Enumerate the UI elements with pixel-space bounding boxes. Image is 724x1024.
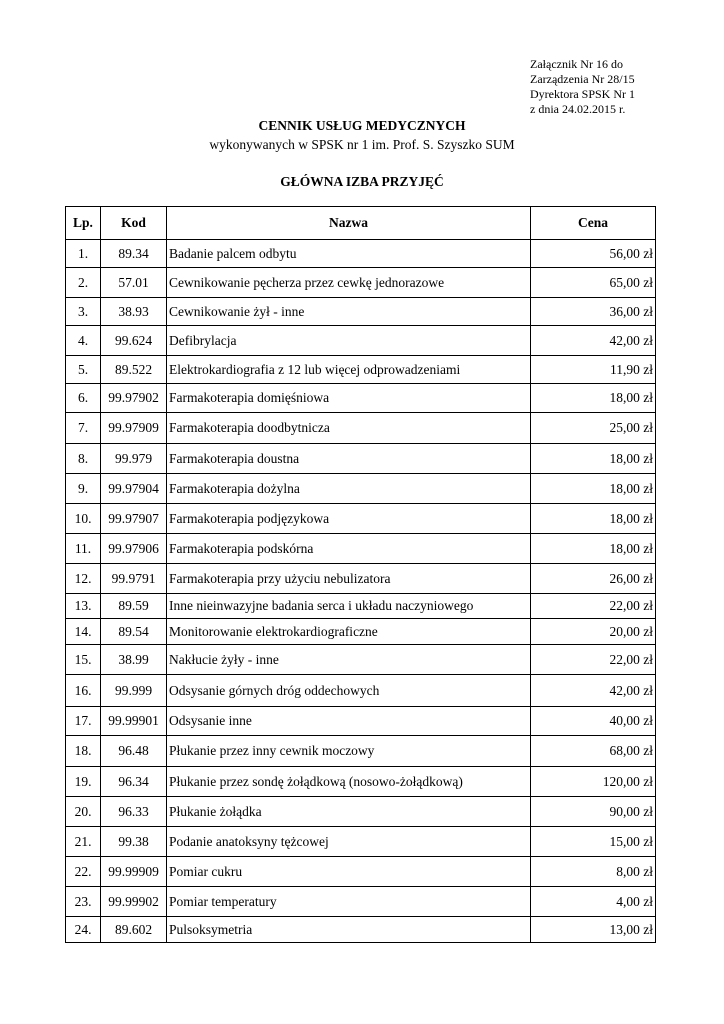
cell-cena: 8,00 zł (531, 857, 656, 887)
cell-cena: 4,00 zł (531, 887, 656, 917)
cell-nazwa: Defibrylacja (167, 326, 531, 356)
table-row (66, 413, 656, 444)
document-title: CENNIK USŁUG MEDYCZNYCH (258, 118, 466, 133)
cell-kod: 57.01 (101, 268, 167, 298)
table-row (66, 857, 656, 887)
cell-cena: 18,00 zł (531, 444, 656, 474)
cell-lp: 2. (66, 268, 101, 298)
cell-lp: 24. (66, 917, 101, 943)
cell-lp: 9. (66, 474, 101, 504)
table-row (66, 504, 656, 534)
cell-nazwa: Nakłucie żyły - inne (167, 645, 531, 675)
cell-lp: 21. (66, 827, 101, 857)
table-row (66, 645, 656, 675)
cell-nazwa: Inne nieinwazyjne badania serca i układu naczyniowego (167, 594, 531, 619)
cell-kod: 38.99 (101, 645, 167, 675)
cell-lp: 7. (66, 413, 101, 444)
cell-nazwa: Farmakoterapia podjęzykowa (167, 504, 531, 534)
cell-cena: 13,00 zł (531, 917, 656, 943)
cell-kod: 99.624 (101, 326, 167, 356)
table-header-row (66, 207, 656, 240)
cell-lp: 17. (66, 707, 101, 736)
cell-nazwa: Płukanie przez sondę żołądkową (nosowo-żołądkową) (167, 767, 531, 797)
cell-cena: 18,00 zł (531, 534, 656, 564)
cell-kod: 99.97907 (101, 504, 167, 534)
annex-line-4: z dnia 24.02.2015 r. (530, 102, 626, 116)
cell-kod: 99.99902 (101, 887, 167, 917)
cell-kod: 99.979 (101, 444, 167, 474)
document-subtitle: wykonywanych w SPSK nr 1 im. Prof. S. Szyszko SUM (209, 137, 515, 152)
cell-cena: 18,00 zł (531, 384, 656, 413)
section-heading: GŁÓWNA IZBA PRZYJĘĆ (280, 174, 444, 189)
table-row (66, 268, 656, 298)
cell-kod: 38.93 (101, 298, 167, 326)
table-row (66, 564, 656, 594)
table-row (66, 474, 656, 504)
cell-lp: 18. (66, 736, 101, 767)
cell-kod: 99.38 (101, 827, 167, 857)
cell-cena: 36,00 zł (531, 298, 656, 326)
cell-kod: 96.48 (101, 736, 167, 767)
cell-lp: 14. (66, 619, 101, 645)
table-row (66, 619, 656, 645)
cell-lp: 11. (66, 534, 101, 564)
cell-kod: 89.522 (101, 356, 167, 384)
cell-kod: 99.999 (101, 675, 167, 707)
cell-nazwa: Płukanie przez inny cewnik moczowy (167, 736, 531, 767)
cell-cena: 18,00 zł (531, 474, 656, 504)
cell-cena: 22,00 zł (531, 594, 656, 619)
cell-cena: 68,00 zł (531, 736, 656, 767)
cell-kod: 89.54 (101, 619, 167, 645)
table-row (66, 767, 656, 797)
cell-cena: 42,00 zł (531, 326, 656, 356)
table-row (66, 736, 656, 767)
table-row (66, 326, 656, 356)
header-kod: Kod (101, 207, 167, 240)
price-table (65, 206, 656, 943)
cell-nazwa: Odsysanie inne (167, 707, 531, 736)
cell-cena: 20,00 zł (531, 619, 656, 645)
cell-lp: 12. (66, 564, 101, 594)
cell-lp: 10. (66, 504, 101, 534)
table-row (66, 444, 656, 474)
cell-cena: 15,00 zł (531, 827, 656, 857)
header-lp: Lp. (66, 207, 101, 240)
cell-kod: 99.97909 (101, 413, 167, 444)
cell-nazwa: Cewnikowanie żył - inne (167, 298, 531, 326)
table-row (66, 797, 656, 827)
cell-cena: 40,00 zł (531, 707, 656, 736)
cell-nazwa: Farmakoterapia dożylna (167, 474, 531, 504)
cell-lp: 6. (66, 384, 101, 413)
cell-lp: 16. (66, 675, 101, 707)
cell-nazwa: Farmakoterapia doodbytnicza (167, 413, 531, 444)
cell-nazwa: Płukanie żołądka (167, 797, 531, 827)
cell-nazwa: Farmakoterapia domięśniowa (167, 384, 531, 413)
cell-lp: 4. (66, 326, 101, 356)
cell-cena: 11,90 zł (531, 356, 656, 384)
cell-cena: 42,00 zł (531, 675, 656, 707)
cell-cena: 22,00 zł (531, 645, 656, 675)
table-body (66, 240, 656, 943)
cell-cena: 65,00 zł (531, 268, 656, 298)
cell-cena: 25,00 zł (531, 413, 656, 444)
cell-nazwa: Badanie palcem odbytu (167, 240, 531, 268)
cell-lp: 8. (66, 444, 101, 474)
cell-cena: 120,00 zł (531, 767, 656, 797)
cell-lp: 5. (66, 356, 101, 384)
cell-nazwa: Farmakoterapia przy użyciu nebulizatora (167, 564, 531, 594)
cell-lp: 23. (66, 887, 101, 917)
table-row (66, 534, 656, 564)
table-row (66, 827, 656, 857)
cell-nazwa: Monitorowanie elektrokardiograficzne (167, 619, 531, 645)
cell-nazwa: Pulsoksymetria (167, 917, 531, 943)
cell-cena: 18,00 zł (531, 504, 656, 534)
cell-lp: 19. (66, 767, 101, 797)
annex-line-3: Dyrektora SPSK Nr 1 (530, 87, 635, 101)
cell-kod: 89.602 (101, 917, 167, 943)
cell-nazwa: Farmakoterapia doustna (167, 444, 531, 474)
cell-nazwa: Cewnikowanie pęcherza przez cewkę jednorazowe (167, 268, 531, 298)
cell-nazwa: Podanie anatoksyny tężcowej (167, 827, 531, 857)
table-row (66, 917, 656, 943)
cell-cena: 26,00 zł (531, 564, 656, 594)
cell-kod: 99.97902 (101, 384, 167, 413)
header-nazwa: Nazwa (167, 207, 531, 240)
cell-kod: 96.34 (101, 767, 167, 797)
cell-nazwa: Pomiar temperatury (167, 887, 531, 917)
table-row (66, 356, 656, 384)
cell-nazwa: Odsysanie górnych dróg oddechowych (167, 675, 531, 707)
cell-nazwa: Pomiar cukru (167, 857, 531, 887)
cell-lp: 15. (66, 645, 101, 675)
cell-cena: 56,00 zł (531, 240, 656, 268)
table-row (66, 298, 656, 326)
cell-nazwa: Farmakoterapia podskórna (167, 534, 531, 564)
annex-line-2: Zarządzenia Nr 28/15 (530, 72, 635, 86)
cell-kod: 96.33 (101, 797, 167, 827)
cell-lp: 3. (66, 298, 101, 326)
cell-nazwa: Elektrokardiografia z 12 lub więcej odprowadzeniami (167, 356, 531, 384)
cell-cena: 90,00 zł (531, 797, 656, 827)
table-row (66, 675, 656, 707)
cell-kod: 99.99901 (101, 707, 167, 736)
table-row (66, 384, 656, 413)
cell-lp: 13. (66, 594, 101, 619)
annex-line-1: Załącznik Nr 16 do (530, 57, 623, 71)
cell-lp: 1. (66, 240, 101, 268)
cell-kod: 99.99909 (101, 857, 167, 887)
table-row (66, 594, 656, 619)
cell-lp: 20. (66, 797, 101, 827)
table-row (66, 240, 656, 268)
table-row (66, 707, 656, 736)
table-row (66, 887, 656, 917)
header-cena: Cena (531, 207, 656, 240)
cell-kod: 99.97906 (101, 534, 167, 564)
cell-lp: 22. (66, 857, 101, 887)
annex-note (530, 57, 635, 117)
cell-kod: 99.97904 (101, 474, 167, 504)
cell-kod: 99.9791 (101, 564, 167, 594)
cell-kod: 89.59 (101, 594, 167, 619)
cell-kod: 89.34 (101, 240, 167, 268)
